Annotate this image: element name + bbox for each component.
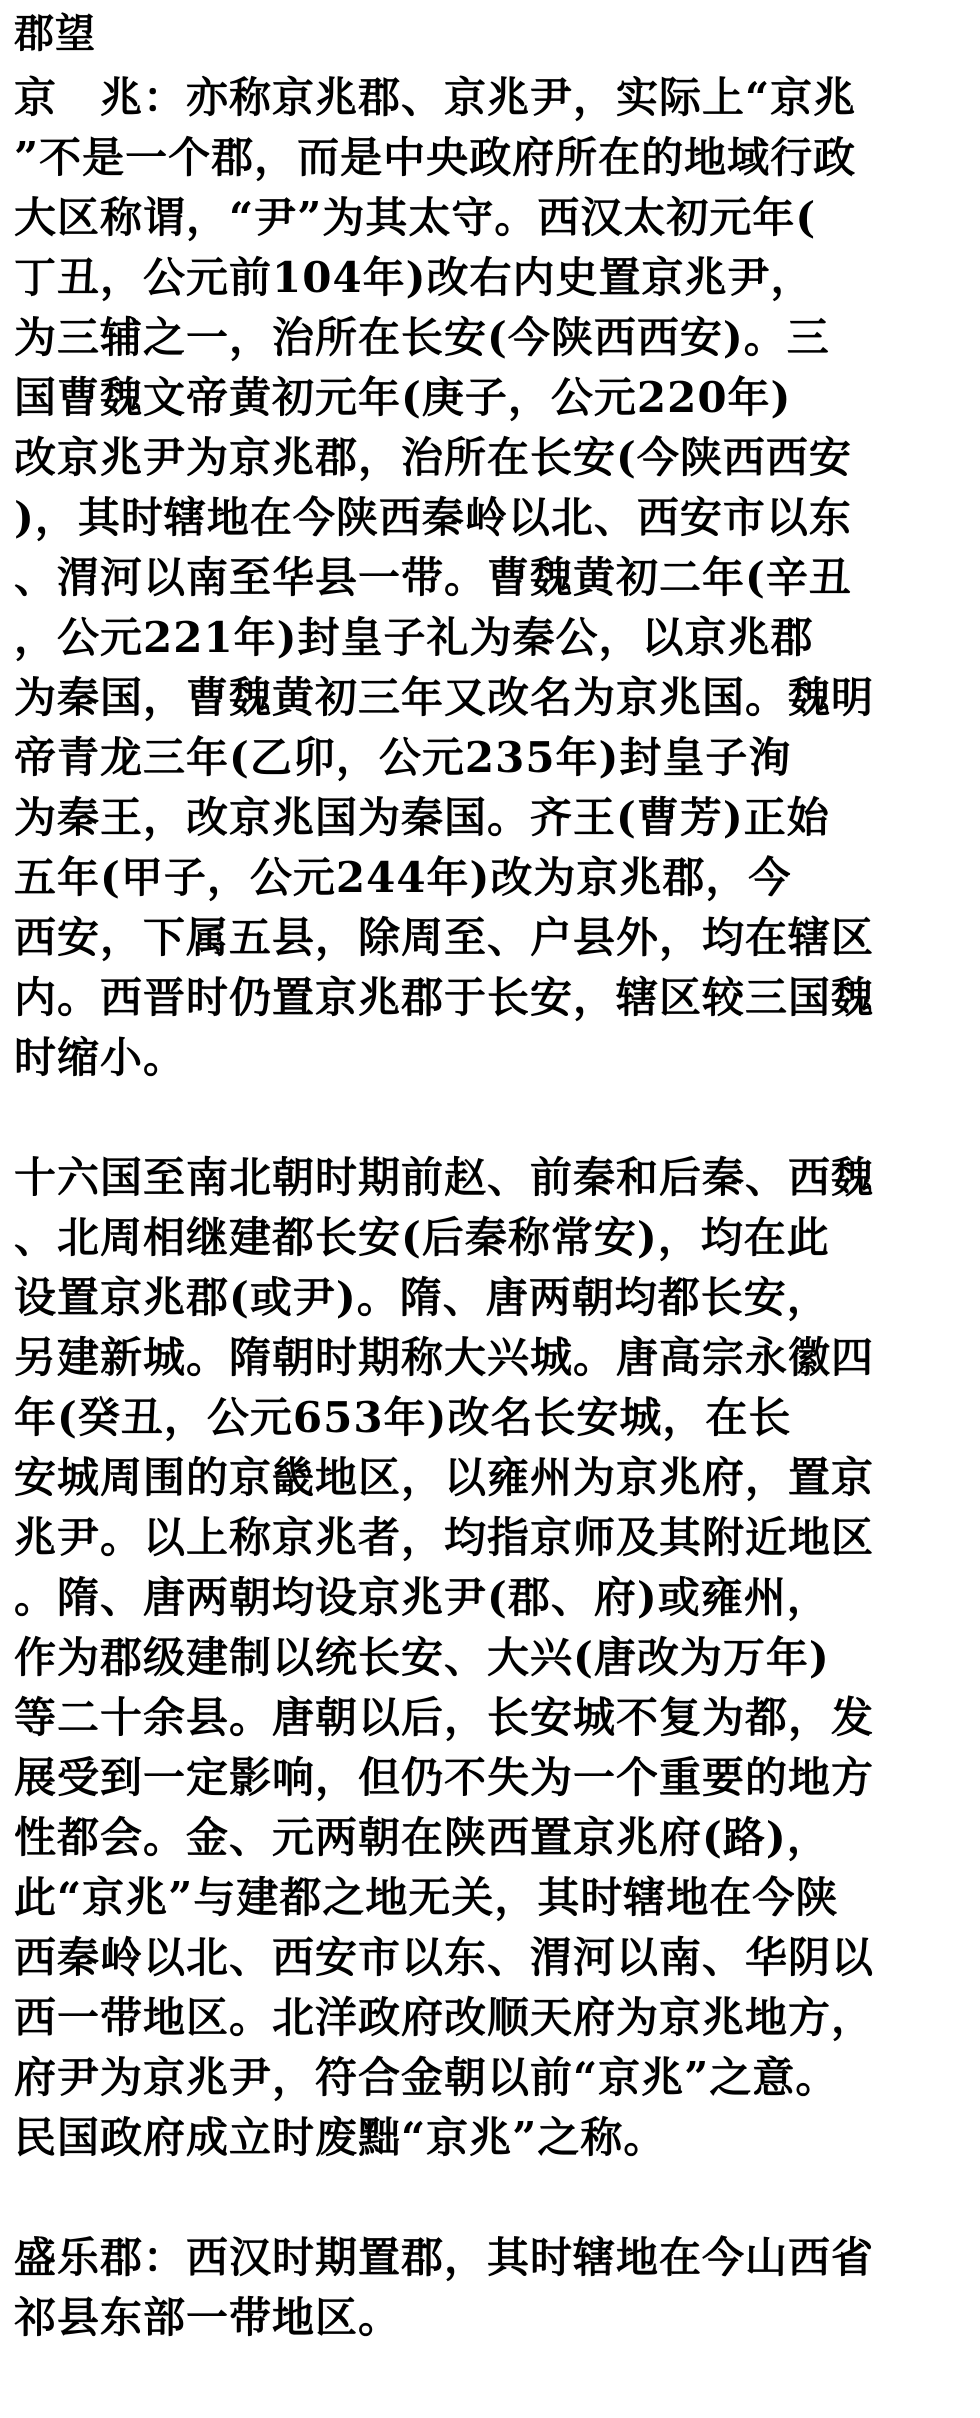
text-line: )，其时辖地在今陕西秦岭以北、西安市以东 (14, 493, 852, 542)
text-line: ”不是一个郡，而是中央政府所在的地域行政 (14, 133, 857, 182)
text-line: 、渭河以南至华县一带。曹魏黄初二年(辛丑 (14, 553, 852, 602)
text-line: 西秦岭以北、西安市以东、渭河以南、华阴以 (14, 1933, 875, 1982)
text-line: 展受到一定影响，但仍不失为一个重要的地方 (14, 1753, 875, 1802)
text-line: 性都会。金、元两朝在陕西置京兆府(路)， (14, 1813, 830, 1862)
text-line: ，公元221年)封皇子礼为秦公，以京兆郡 (14, 613, 814, 662)
text-line: 安城周围的京畿地区，以雍州为京兆府，置京 (14, 1453, 875, 1502)
text-line: 京 兆：亦称京兆郡、京兆尹，实际上“京兆 (14, 73, 857, 122)
text-line: 等二十余县。唐朝以后，长安城不复为都，发 (14, 1693, 875, 1742)
text-line: 祁县东部一带地区。 (14, 2293, 402, 2342)
document-title: 郡望 (14, 10, 96, 57)
text-line: 此“京兆”与建都之地无关，其时辖地在今陕 (14, 1873, 839, 1922)
text-line: 。隋、唐两朝均设京兆尹(郡、府)或雍州， (14, 1573, 830, 1622)
text-line: 内。西晋时仍置京兆郡于长安，辖区较三国魏 (14, 973, 875, 1022)
text-line: 改京兆尹为京兆郡，治所在长安(今陕西西安 (14, 433, 852, 482)
text-line: 为三辅之一，治所在长安(今陕西西安)。三 (14, 313, 830, 362)
text-line: 五年(甲子，公元244年)改为京兆郡，今 (14, 853, 792, 902)
text-line: 为秦王，改京兆国为秦国。齐王(曹芳)正始 (14, 793, 830, 842)
text-line: 府尹为京兆尹，符合金朝以前“京兆”之意。 (14, 2053, 839, 2102)
text-line: 十六国至南北朝时期前赵、前秦和后秦、西魏 (14, 1153, 875, 1202)
text-line: 作为郡级建制以统长安、大兴(唐改为万年) (14, 1633, 830, 1682)
text-line: 、北周相继建都长安(后秦称常安)，均在此 (14, 1213, 830, 1262)
text-line: 时缩小。 (14, 1033, 187, 1082)
text-line: 大区称谓，“尹”为其太守。西汉太初元年( (14, 193, 817, 242)
text-line: 盛乐郡：西汉时期置郡，其时辖地在今山西省 (14, 2233, 875, 2282)
text-line: 年(癸丑，公元653年)改名长安城，在长 (14, 1393, 792, 1442)
text-line: 另建新城。隋朝时期称大兴城。唐高宗永徽四 (14, 1333, 875, 1382)
text-line: 民国政府成立时废黜“京兆”之称。 (14, 2113, 667, 2162)
text-line: 西安，下属五县，除周至、户县外，均在辖区 (14, 913, 875, 962)
text-line: 丁丑，公元前104年)改右内史置京兆尹， (14, 253, 814, 302)
text-line: 兆尹。以上称京兆者，均指京师及其附近地区 (14, 1513, 875, 1562)
text-line: 设置京兆郡(或尹)。隋、唐两朝均都长安， (14, 1273, 830, 1322)
text-line: 为秦国，曹魏黄初三年又改名为京兆国。魏明 (14, 673, 875, 722)
text-line: 西一带地区。北洋政府改顺天府为京兆地方， (14, 1993, 875, 2042)
text-line: 国曹魏文帝黄初元年(庚子，公元220年) (14, 373, 792, 422)
text-line: 帝青龙三年(乙卯，公元235年)封皇子洵 (14, 733, 792, 782)
